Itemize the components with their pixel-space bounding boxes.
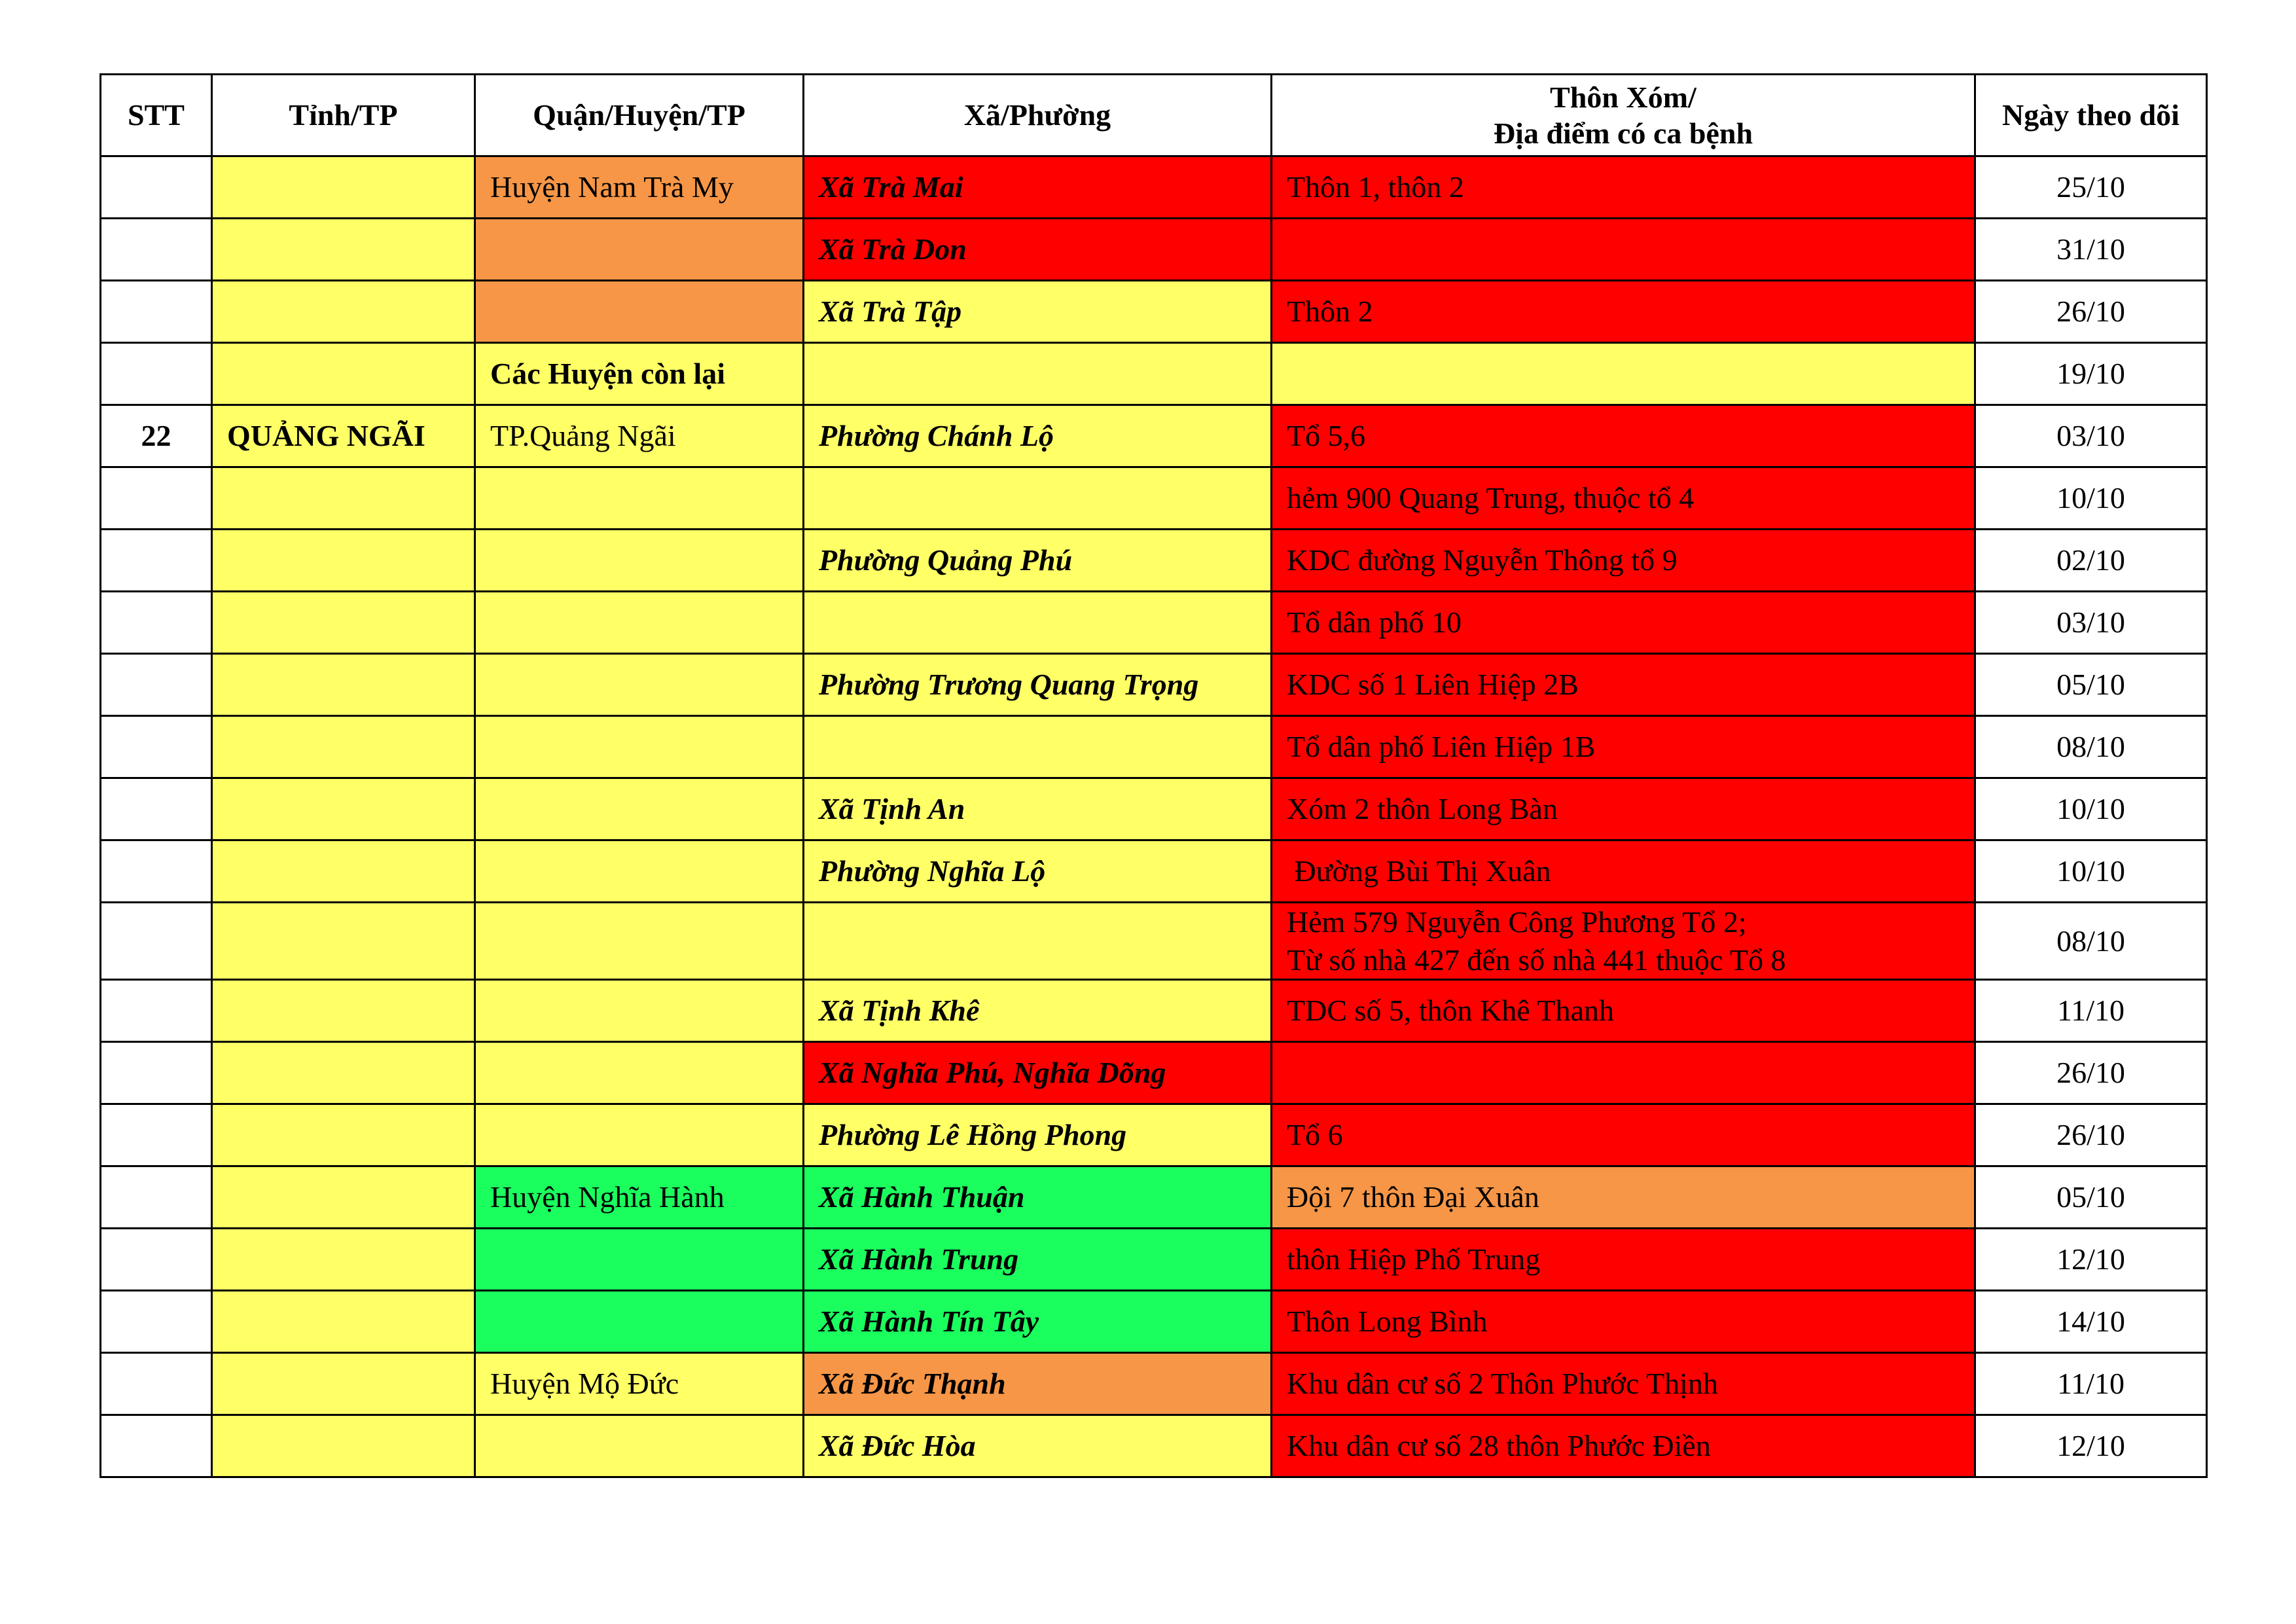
cell-date: 11/10 bbox=[1975, 1353, 2207, 1415]
cell-province bbox=[212, 156, 475, 219]
cell-place bbox=[1272, 1042, 1975, 1104]
cell-date: 08/10 bbox=[1975, 903, 2207, 980]
cell-district bbox=[475, 1229, 804, 1291]
header-district: Quận/Huyện/TP bbox=[475, 75, 804, 156]
cell-date: 11/10 bbox=[1975, 980, 2207, 1042]
cell-province bbox=[212, 467, 475, 530]
header-province: Tỉnh/TP bbox=[212, 75, 475, 156]
cell-place bbox=[1272, 840, 1975, 903]
cell-district bbox=[475, 219, 804, 281]
header-place bbox=[1272, 75, 1975, 156]
cell-stt bbox=[101, 1229, 212, 1291]
cell-date: 26/10 bbox=[1975, 1042, 2207, 1104]
cell-date: 12/10 bbox=[1975, 1415, 2207, 1477]
table-row bbox=[101, 156, 2207, 219]
cell-province bbox=[212, 1291, 475, 1353]
cell-stt bbox=[101, 1042, 212, 1104]
cell-stt: 22 bbox=[101, 405, 212, 467]
cell-province bbox=[212, 1229, 475, 1291]
cell-province bbox=[212, 1042, 475, 1104]
table-row bbox=[101, 1229, 2207, 1291]
cell-province: QUẢNG NGÃI bbox=[212, 405, 475, 467]
cell-district bbox=[475, 530, 804, 592]
place-line: Tổ 6 bbox=[1287, 1118, 1343, 1152]
cell-stt bbox=[101, 1166, 212, 1229]
cell-ward: Xã Đức Thạnh bbox=[804, 1353, 1272, 1415]
table-row bbox=[101, 592, 2207, 654]
cell-stt bbox=[101, 592, 212, 654]
place-line: hẻm 900 Quang Trung, thuộc tổ 4 bbox=[1287, 481, 1695, 515]
cell-district: Huyện Nam Trà My bbox=[475, 156, 804, 219]
cell-date: 05/10 bbox=[1975, 654, 2207, 716]
cell-ward bbox=[804, 467, 1272, 530]
cell-place bbox=[1272, 778, 1975, 840]
cell-date: 10/10 bbox=[1975, 467, 2207, 530]
cell-stt bbox=[101, 1415, 212, 1477]
cell-date: 10/10 bbox=[1975, 840, 2207, 903]
cell-place bbox=[1272, 1104, 1975, 1166]
cell-stt bbox=[101, 1104, 212, 1166]
cell-place bbox=[1272, 1415, 1975, 1477]
cell-place bbox=[1272, 467, 1975, 530]
cell-province bbox=[212, 903, 475, 980]
cell-ward: Xã Hành Trung bbox=[804, 1229, 1272, 1291]
cell-ward bbox=[804, 343, 1272, 405]
cell-place bbox=[1272, 1291, 1975, 1353]
cell-province bbox=[212, 840, 475, 903]
header-date: Ngày theo dõi bbox=[1975, 75, 2207, 156]
cell-province bbox=[212, 530, 475, 592]
cell-district bbox=[475, 1415, 804, 1477]
cell-date: 26/10 bbox=[1975, 1104, 2207, 1166]
table-row bbox=[101, 467, 2207, 530]
cell-ward: Phường Quảng Phú bbox=[804, 530, 1272, 592]
cell-date: 08/10 bbox=[1975, 716, 2207, 778]
cell-province bbox=[212, 778, 475, 840]
cell-place bbox=[1272, 654, 1975, 716]
cell-place bbox=[1272, 592, 1975, 654]
cell-stt bbox=[101, 1291, 212, 1353]
cell-place bbox=[1272, 1166, 1975, 1229]
cell-stt bbox=[101, 654, 212, 716]
cell-date: 14/10 bbox=[1975, 1291, 2207, 1353]
cell-province bbox=[212, 1353, 475, 1415]
cell-district bbox=[475, 716, 804, 778]
place-line: Đội 7 thôn Đại Xuân bbox=[1287, 1180, 1539, 1214]
table-row bbox=[101, 1104, 2207, 1166]
table-row bbox=[101, 405, 2207, 467]
cell-district bbox=[475, 980, 804, 1042]
place-line: Hẻm 579 Nguyễn Công Phương Tổ 2; bbox=[1287, 905, 1747, 939]
cell-district bbox=[475, 1104, 804, 1166]
cell-date: 12/10 bbox=[1975, 1229, 2207, 1291]
cell-stt bbox=[101, 219, 212, 281]
place-line: Khu dân cư số 2 Thôn Phước Thịnh bbox=[1287, 1367, 1718, 1401]
cell-stt bbox=[101, 281, 212, 343]
place-line: Khu dân cư số 28 thôn Phước Điền bbox=[1287, 1429, 1711, 1463]
place-line: Xóm 2 thôn Long Bàn bbox=[1287, 792, 1558, 826]
place-line: Đường Bùi Thị Xuân bbox=[1287, 854, 1551, 888]
cell-district bbox=[475, 467, 804, 530]
place-line: Tổ 5,6 bbox=[1287, 419, 1366, 453]
cell-ward: Xã Hành Tín Tây bbox=[804, 1291, 1272, 1353]
cell-stt bbox=[101, 903, 212, 980]
cell-district bbox=[475, 1291, 804, 1353]
table-row bbox=[101, 654, 2207, 716]
cell-district bbox=[475, 840, 804, 903]
cell-date: 26/10 bbox=[1975, 281, 2207, 343]
place-line: TDC số 5, thôn Khê Thanh bbox=[1287, 994, 1615, 1028]
cell-stt bbox=[101, 840, 212, 903]
place-line: Thôn 1, thôn 2 bbox=[1287, 170, 1464, 204]
cell-date: 25/10 bbox=[1975, 156, 2207, 219]
table-row bbox=[101, 840, 2207, 903]
cell-place bbox=[1272, 281, 1975, 343]
cell-district bbox=[475, 903, 804, 980]
table-row bbox=[101, 1291, 2207, 1353]
table-row bbox=[101, 903, 2207, 980]
cell-stt bbox=[101, 467, 212, 530]
cell-stt bbox=[101, 980, 212, 1042]
table-row bbox=[101, 778, 2207, 840]
cell-place bbox=[1272, 343, 1975, 405]
header-row bbox=[101, 75, 2207, 156]
header-place-line1: Thôn Xóm/ bbox=[1550, 80, 1696, 114]
cell-district: TP.Quảng Ngãi bbox=[475, 405, 804, 467]
place-line: thôn Hiệp Phố Trung bbox=[1287, 1242, 1541, 1276]
cell-ward: Xã Trà Mai bbox=[804, 156, 1272, 219]
cell-district bbox=[475, 654, 804, 716]
table-row bbox=[101, 1166, 2207, 1229]
cell-ward: Xã Tịnh An bbox=[804, 778, 1272, 840]
cell-stt bbox=[101, 1353, 212, 1415]
cell-date: 02/10 bbox=[1975, 530, 2207, 592]
table-row bbox=[101, 219, 2207, 281]
cell-date: 19/10 bbox=[1975, 343, 2207, 405]
cell-place bbox=[1272, 903, 1975, 980]
place-line: Tổ dân phố Liên Hiệp 1B bbox=[1287, 730, 1596, 764]
place-line: Thôn 2 bbox=[1287, 295, 1373, 329]
cell-ward: Xã Trà Tập bbox=[804, 281, 1272, 343]
cell-ward: Phường Nghĩa Lộ bbox=[804, 840, 1272, 903]
cell-district bbox=[475, 1042, 804, 1104]
cell-date: 31/10 bbox=[1975, 219, 2207, 281]
cell-date: 10/10 bbox=[1975, 778, 2207, 840]
cell-ward: Xã Tịnh Khê bbox=[804, 980, 1272, 1042]
cell-province bbox=[212, 980, 475, 1042]
cell-province bbox=[212, 654, 475, 716]
table-row bbox=[101, 1415, 2207, 1477]
cell-ward bbox=[804, 903, 1272, 980]
place-line: KDC số 1 Liên Hiệp 2B bbox=[1287, 668, 1579, 702]
place-line: Từ số nhà 427 đến số nhà 441 thuộc Tổ 8 bbox=[1287, 943, 1786, 977]
table-row bbox=[101, 281, 2207, 343]
cell-ward bbox=[804, 716, 1272, 778]
cell-date: 03/10 bbox=[1975, 592, 2207, 654]
cell-province bbox=[212, 1415, 475, 1477]
cell-ward: Xã Nghĩa Phú, Nghĩa Dõng bbox=[804, 1042, 1272, 1104]
place-line: KDC đường Nguyễn Thông tổ 9 bbox=[1287, 543, 1677, 577]
table-row bbox=[101, 1353, 2207, 1415]
cell-ward: Phường Lê Hồng Phong bbox=[804, 1104, 1272, 1166]
cell-ward: Xã Đức Hòa bbox=[804, 1415, 1272, 1477]
header-place-line2: Địa điểm có ca bệnh bbox=[1493, 117, 1753, 150]
cell-date: 03/10 bbox=[1975, 405, 2207, 467]
cell-province bbox=[212, 592, 475, 654]
cell-province bbox=[212, 219, 475, 281]
cell-place bbox=[1272, 1229, 1975, 1291]
cell-province bbox=[212, 343, 475, 405]
cell-place bbox=[1272, 1353, 1975, 1415]
place-line: Thôn Long Bình bbox=[1287, 1305, 1488, 1339]
cell-stt bbox=[101, 716, 212, 778]
table-row bbox=[101, 716, 2207, 778]
cell-place bbox=[1272, 980, 1975, 1042]
table-row bbox=[101, 530, 2207, 592]
cell-stt bbox=[101, 530, 212, 592]
cell-district: Các Huyện còn lại bbox=[475, 343, 804, 405]
cell-place bbox=[1272, 530, 1975, 592]
place-line: Tổ dân phố 10 bbox=[1287, 605, 1462, 640]
cell-stt bbox=[101, 343, 212, 405]
cell-place bbox=[1272, 156, 1975, 219]
header-stt: STT bbox=[101, 75, 212, 156]
cell-district: Huyện Nghĩa Hành bbox=[475, 1166, 804, 1229]
cell-district: Huyện Mộ Đức bbox=[475, 1353, 804, 1415]
cell-district bbox=[475, 778, 804, 840]
cell-province bbox=[212, 716, 475, 778]
cell-province bbox=[212, 1104, 475, 1166]
cell-ward: Xã Hành Thuận bbox=[804, 1166, 1272, 1229]
cell-date: 05/10 bbox=[1975, 1166, 2207, 1229]
table-row bbox=[101, 343, 2207, 405]
cell-place bbox=[1272, 405, 1975, 467]
cell-district bbox=[475, 592, 804, 654]
cell-stt bbox=[101, 778, 212, 840]
cell-place bbox=[1272, 716, 1975, 778]
cell-province bbox=[212, 1166, 475, 1229]
table-row bbox=[101, 980, 2207, 1042]
cell-ward bbox=[804, 592, 1272, 654]
cell-ward: Xã Trà Don bbox=[804, 219, 1272, 281]
outbreak-table bbox=[99, 73, 2208, 1478]
cell-stt bbox=[101, 156, 212, 219]
cell-place bbox=[1272, 219, 1975, 281]
cell-ward: Phường Chánh Lộ bbox=[804, 405, 1272, 467]
cell-district bbox=[475, 281, 804, 343]
table-row bbox=[101, 1042, 2207, 1104]
cell-province bbox=[212, 281, 475, 343]
header-ward: Xã/Phường bbox=[804, 75, 1272, 156]
cell-ward: Phường Trương Quang Trọng bbox=[804, 654, 1272, 716]
